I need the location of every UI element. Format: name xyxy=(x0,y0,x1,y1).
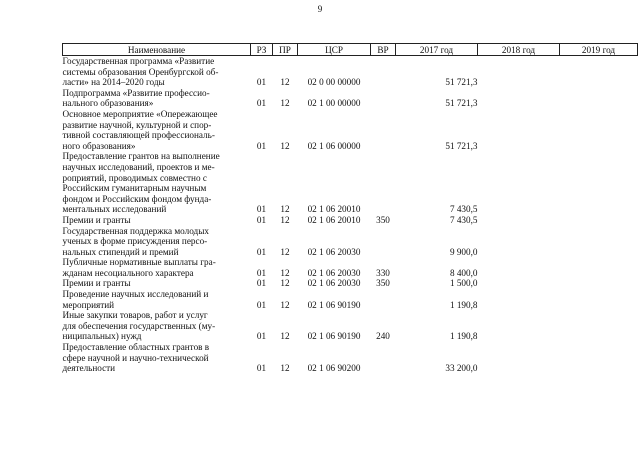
row-amount-2019 xyxy=(560,56,638,88)
row-rz: 01 xyxy=(256,299,267,310)
row-amount-2017: 1 500,0 xyxy=(449,278,478,289)
row-amount-2019 xyxy=(560,215,638,226)
row-vr: 350 xyxy=(376,214,390,225)
column-header-pr: ПР xyxy=(273,44,298,56)
table-row xyxy=(63,151,638,215)
row-amount-2019 xyxy=(560,342,638,374)
row-vr xyxy=(371,151,396,215)
row-amount-2018 xyxy=(478,226,560,258)
row-csr: 02 1 00 00000 xyxy=(307,98,361,109)
table-row xyxy=(63,278,638,289)
row-vr xyxy=(371,109,396,151)
row-amount-2018 xyxy=(478,257,560,278)
row-vr: 240 xyxy=(376,331,390,342)
row-rz: 01 xyxy=(256,214,267,225)
row-name: Публичные нормативные выплаты гра- жданам несоциального характера xyxy=(62,257,216,278)
row-amount-2018 xyxy=(478,109,560,151)
row-pr: 12 xyxy=(280,299,290,310)
row-name: Предоставление областных грантов в сфере научной и научно-технической деятельности xyxy=(62,342,210,374)
row-vr xyxy=(371,88,396,109)
row-csr: 02 0 00 00000 xyxy=(307,77,361,88)
row-csr: 02 1 06 90190 xyxy=(307,299,361,310)
table-header-row xyxy=(63,44,638,56)
row-amount-2019 xyxy=(560,289,638,310)
row-amount-2017: 1 190,8 xyxy=(449,299,478,310)
row-pr: 12 xyxy=(280,278,290,289)
row-vr: 330 xyxy=(376,267,390,278)
row-name: Подпрограмма «Развитие профессио- нального образования» xyxy=(62,87,210,109)
row-pr: 12 xyxy=(280,363,290,374)
row-name: Проведение научных исследований и мероприятий xyxy=(62,289,209,310)
row-vr xyxy=(371,289,396,310)
row-amount-2017: 8 400,0 xyxy=(449,267,478,278)
row-amount-2019 xyxy=(560,226,638,258)
row-name: Премии и гранты xyxy=(62,278,131,289)
row-amount-2019 xyxy=(560,151,638,215)
row-amount-2017: 9 900,0 xyxy=(449,246,478,257)
column-header-rz: РЗ xyxy=(251,44,273,56)
row-rz: 01 xyxy=(256,98,267,109)
row-csr: 02 1 06 20030 xyxy=(307,246,361,257)
row-amount-2017: 51 721,3 xyxy=(445,140,478,151)
row-name: Государственная программа «Развитие системы образования Оренбургской об- ласти» на 2014–2020 годы xyxy=(62,56,219,88)
row-amount-2019 xyxy=(560,109,638,151)
row-vr xyxy=(371,342,396,374)
row-csr: 02 1 06 20030 xyxy=(307,267,361,278)
row-amount-2018 xyxy=(478,88,560,109)
table-row xyxy=(63,88,638,109)
row-csr: 02 1 06 00000 xyxy=(307,140,361,151)
row-amount-2017: 51 721,3 xyxy=(445,77,478,88)
row-vr xyxy=(371,56,396,88)
page-number: 9 xyxy=(317,4,323,14)
row-amount-2018 xyxy=(478,342,560,374)
row-amount-2018 xyxy=(478,56,560,88)
row-csr: 02 1 06 20010 xyxy=(307,214,361,225)
row-amount-2018 xyxy=(478,278,560,289)
row-amount-2017: 33 200,0 xyxy=(445,363,478,374)
row-pr: 12 xyxy=(280,140,290,151)
row-amount-2019 xyxy=(560,310,638,342)
column-header-2018: 2018 год xyxy=(478,44,560,56)
row-amount-2019 xyxy=(560,257,638,278)
row-amount-2017: 7 430,5 xyxy=(449,214,478,225)
row-amount-2019 xyxy=(560,88,638,109)
table-row xyxy=(63,226,638,258)
row-rz: 01 xyxy=(256,267,267,278)
row-pr: 12 xyxy=(280,98,290,109)
column-header-2019: 2019 год xyxy=(560,44,638,56)
row-pr: 12 xyxy=(280,331,290,342)
row-rz: 01 xyxy=(256,331,267,342)
budget-table xyxy=(62,43,638,374)
row-rz: 01 xyxy=(256,278,267,289)
row-name: Премии и гранты xyxy=(62,214,131,225)
row-pr: 12 xyxy=(280,267,290,278)
row-rz: 01 xyxy=(256,246,267,257)
row-pr: 12 xyxy=(280,204,290,215)
row-amount-2017: 51 721,3 xyxy=(445,98,478,109)
table-row xyxy=(63,342,638,374)
row-vr: 350 xyxy=(376,278,390,289)
row-pr: 12 xyxy=(280,77,290,88)
row-amount-2017: 1 190,8 xyxy=(449,331,478,342)
row-amount-2018 xyxy=(478,310,560,342)
row-rz: 01 xyxy=(256,204,267,215)
table-row xyxy=(63,289,638,310)
row-rz: 01 xyxy=(256,363,267,374)
row-csr: 02 1 06 20010 xyxy=(307,204,361,215)
row-pr: 12 xyxy=(280,246,290,257)
row-name: Государственная поддержка молодых ученых в форме присуждения персо- нальных стипендий и премий xyxy=(62,225,209,257)
row-amount-2019 xyxy=(560,278,638,289)
column-header-2017: 2017 год xyxy=(396,44,478,56)
row-csr: 02 1 06 20030 xyxy=(307,278,361,289)
row-name: Предоставление грантов на выполнение научных исследований, проектов и ме- роприятий, проводимых совместно с Российским гуманитарным научным фондом и Российским фондом фунда- ментальных исследований xyxy=(62,151,220,215)
row-csr: 02 1 06 90200 xyxy=(307,363,361,374)
row-amount-2018 xyxy=(478,215,560,226)
row-amount-2018 xyxy=(478,289,560,310)
column-header-name: Наименование xyxy=(63,44,251,56)
row-rz: 01 xyxy=(256,77,267,88)
table-row xyxy=(63,109,638,151)
table-row xyxy=(63,215,638,226)
column-header-vr: ВР xyxy=(371,44,396,56)
row-csr: 02 1 06 90190 xyxy=(307,331,361,342)
column-header-csr: ЦСР xyxy=(298,44,371,56)
row-vr xyxy=(371,226,396,258)
row-name: Иные закупки товаров, работ и услуг для обеспечения государственных (му- ниципальных) нужд xyxy=(62,310,216,342)
row-pr: 12 xyxy=(280,214,290,225)
row-amount-2017: 7 430,5 xyxy=(449,204,478,215)
row-amount-2018 xyxy=(478,151,560,215)
row-name: Основное мероприятие «Опережающее развитие научной, культурной и спор- тивной составляющей профессиональ- ного образования» xyxy=(62,108,218,151)
table-row xyxy=(63,257,638,278)
table-row xyxy=(63,56,638,88)
table-row xyxy=(63,310,638,342)
row-rz: 01 xyxy=(256,140,267,151)
